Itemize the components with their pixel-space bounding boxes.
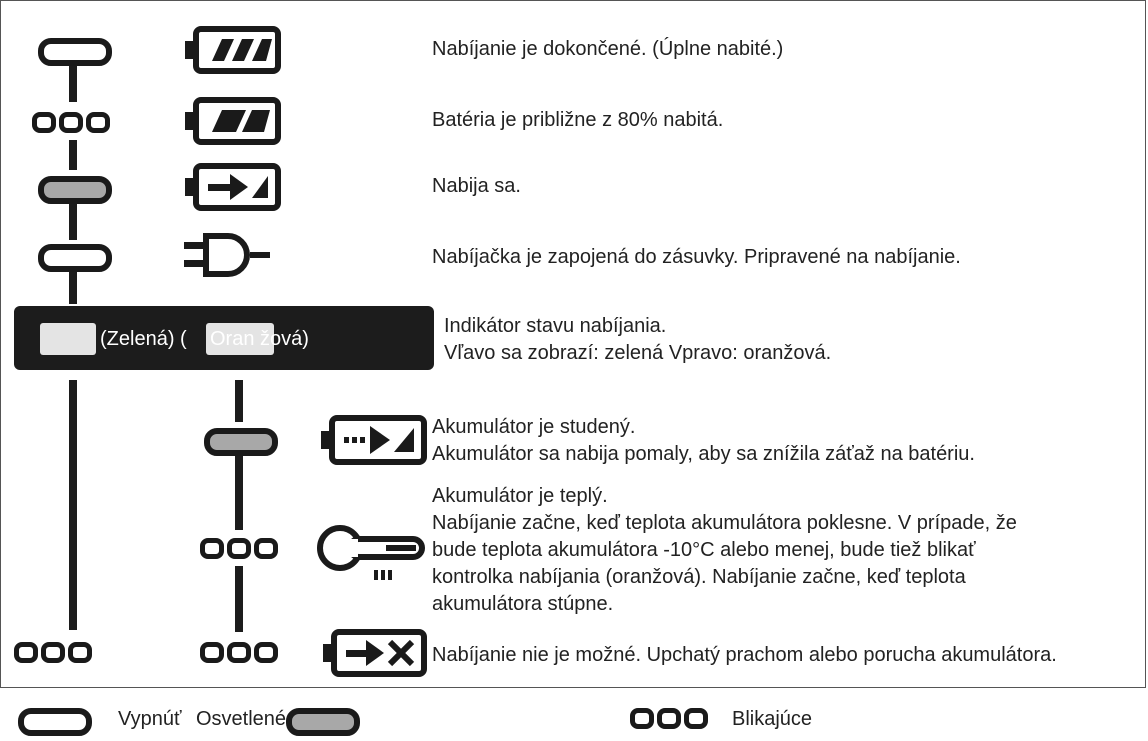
orange-label-part2: žová): [260, 328, 309, 350]
battery-charging-icon: [182, 162, 282, 212]
indicator-desc-line2: Vľavo sa zobrazí: zelená Vpravo: oranžová.: [444, 342, 832, 364]
indicator-blinking-icon: [200, 642, 278, 663]
row-80-text: Batéria je približne z 80% nabitá.: [432, 109, 724, 131]
row-plugged-text: Nabíjačka je zapojená do zásuvky. Pripravené na nabíjanie.: [432, 246, 961, 268]
green-swatch: [40, 323, 96, 355]
indicator-legend-bar: [14, 306, 434, 370]
warm-line2: Nabíjanie začne, keď teplota akumulátora poklesne. V prípade, že: [432, 512, 1017, 534]
legend-blinking-icon: [630, 708, 708, 729]
legend-lit-label: Osvetlené: [196, 708, 287, 730]
cold-line2: Akumulátor sa nabija pomaly, aby sa znížila záťaž na batériu.: [432, 443, 975, 465]
indicator-blinking-icon: [14, 642, 92, 663]
left-connector: [69, 272, 77, 304]
cold-line1: Akumulátor je studený.: [432, 416, 636, 438]
battery-80-icon: [182, 96, 282, 146]
left-long-connector: [69, 380, 77, 630]
indicator-off-icon: [38, 244, 112, 272]
warm-line3: bude teplota akumulátora -10°C alebo menej, bude tiež blikať: [432, 539, 976, 561]
left-connector: [69, 200, 77, 240]
green-label: (Zelená) (: [100, 328, 187, 350]
indicator-blinking-icon: [32, 112, 110, 133]
left-connector: [69, 62, 77, 102]
legend-off-label: Vypnúť: [118, 708, 182, 730]
warm-line1: Akumulátor je teplý.: [432, 485, 608, 507]
error-text: Nabíjanie nie je možné. Upchatý prachom alebo porucha akumulátora.: [432, 644, 1057, 666]
plug-icon: [182, 230, 282, 280]
orange-label-part1: Oran: [210, 328, 255, 350]
legend-lit-icon: [286, 708, 360, 736]
row-charging-text: Nabija sa.: [432, 175, 521, 197]
battery-full-icon: [182, 25, 282, 75]
warm-line5: akumulátora stúpne.: [432, 593, 614, 615]
indicator-lit-icon: [204, 428, 278, 456]
battery-error-icon: [320, 628, 428, 678]
legend-off-icon: [18, 708, 92, 736]
thermometer-icon: [314, 522, 430, 584]
row-full-text: Nabíjanie je dokončené. (Úplne nabité.): [432, 38, 784, 60]
legend-blinking-label: Blikajúce: [732, 708, 813, 730]
indicator-off-icon: [38, 38, 112, 66]
indicator-blinking-icon: [200, 538, 278, 559]
mid-connector: [235, 456, 243, 530]
indicator-desc-line1: Indikátor stavu nabíjania.: [444, 315, 667, 337]
left-connector: [69, 140, 77, 170]
mid-connector: [235, 380, 243, 422]
battery-cold-icon: [318, 414, 428, 466]
warm-line4: kontrolka nabíjania (oranžová). Nabíjanie začne, keď teplota: [432, 566, 966, 588]
mid-connector: [235, 566, 243, 632]
indicator-lit-icon: [38, 176, 112, 204]
